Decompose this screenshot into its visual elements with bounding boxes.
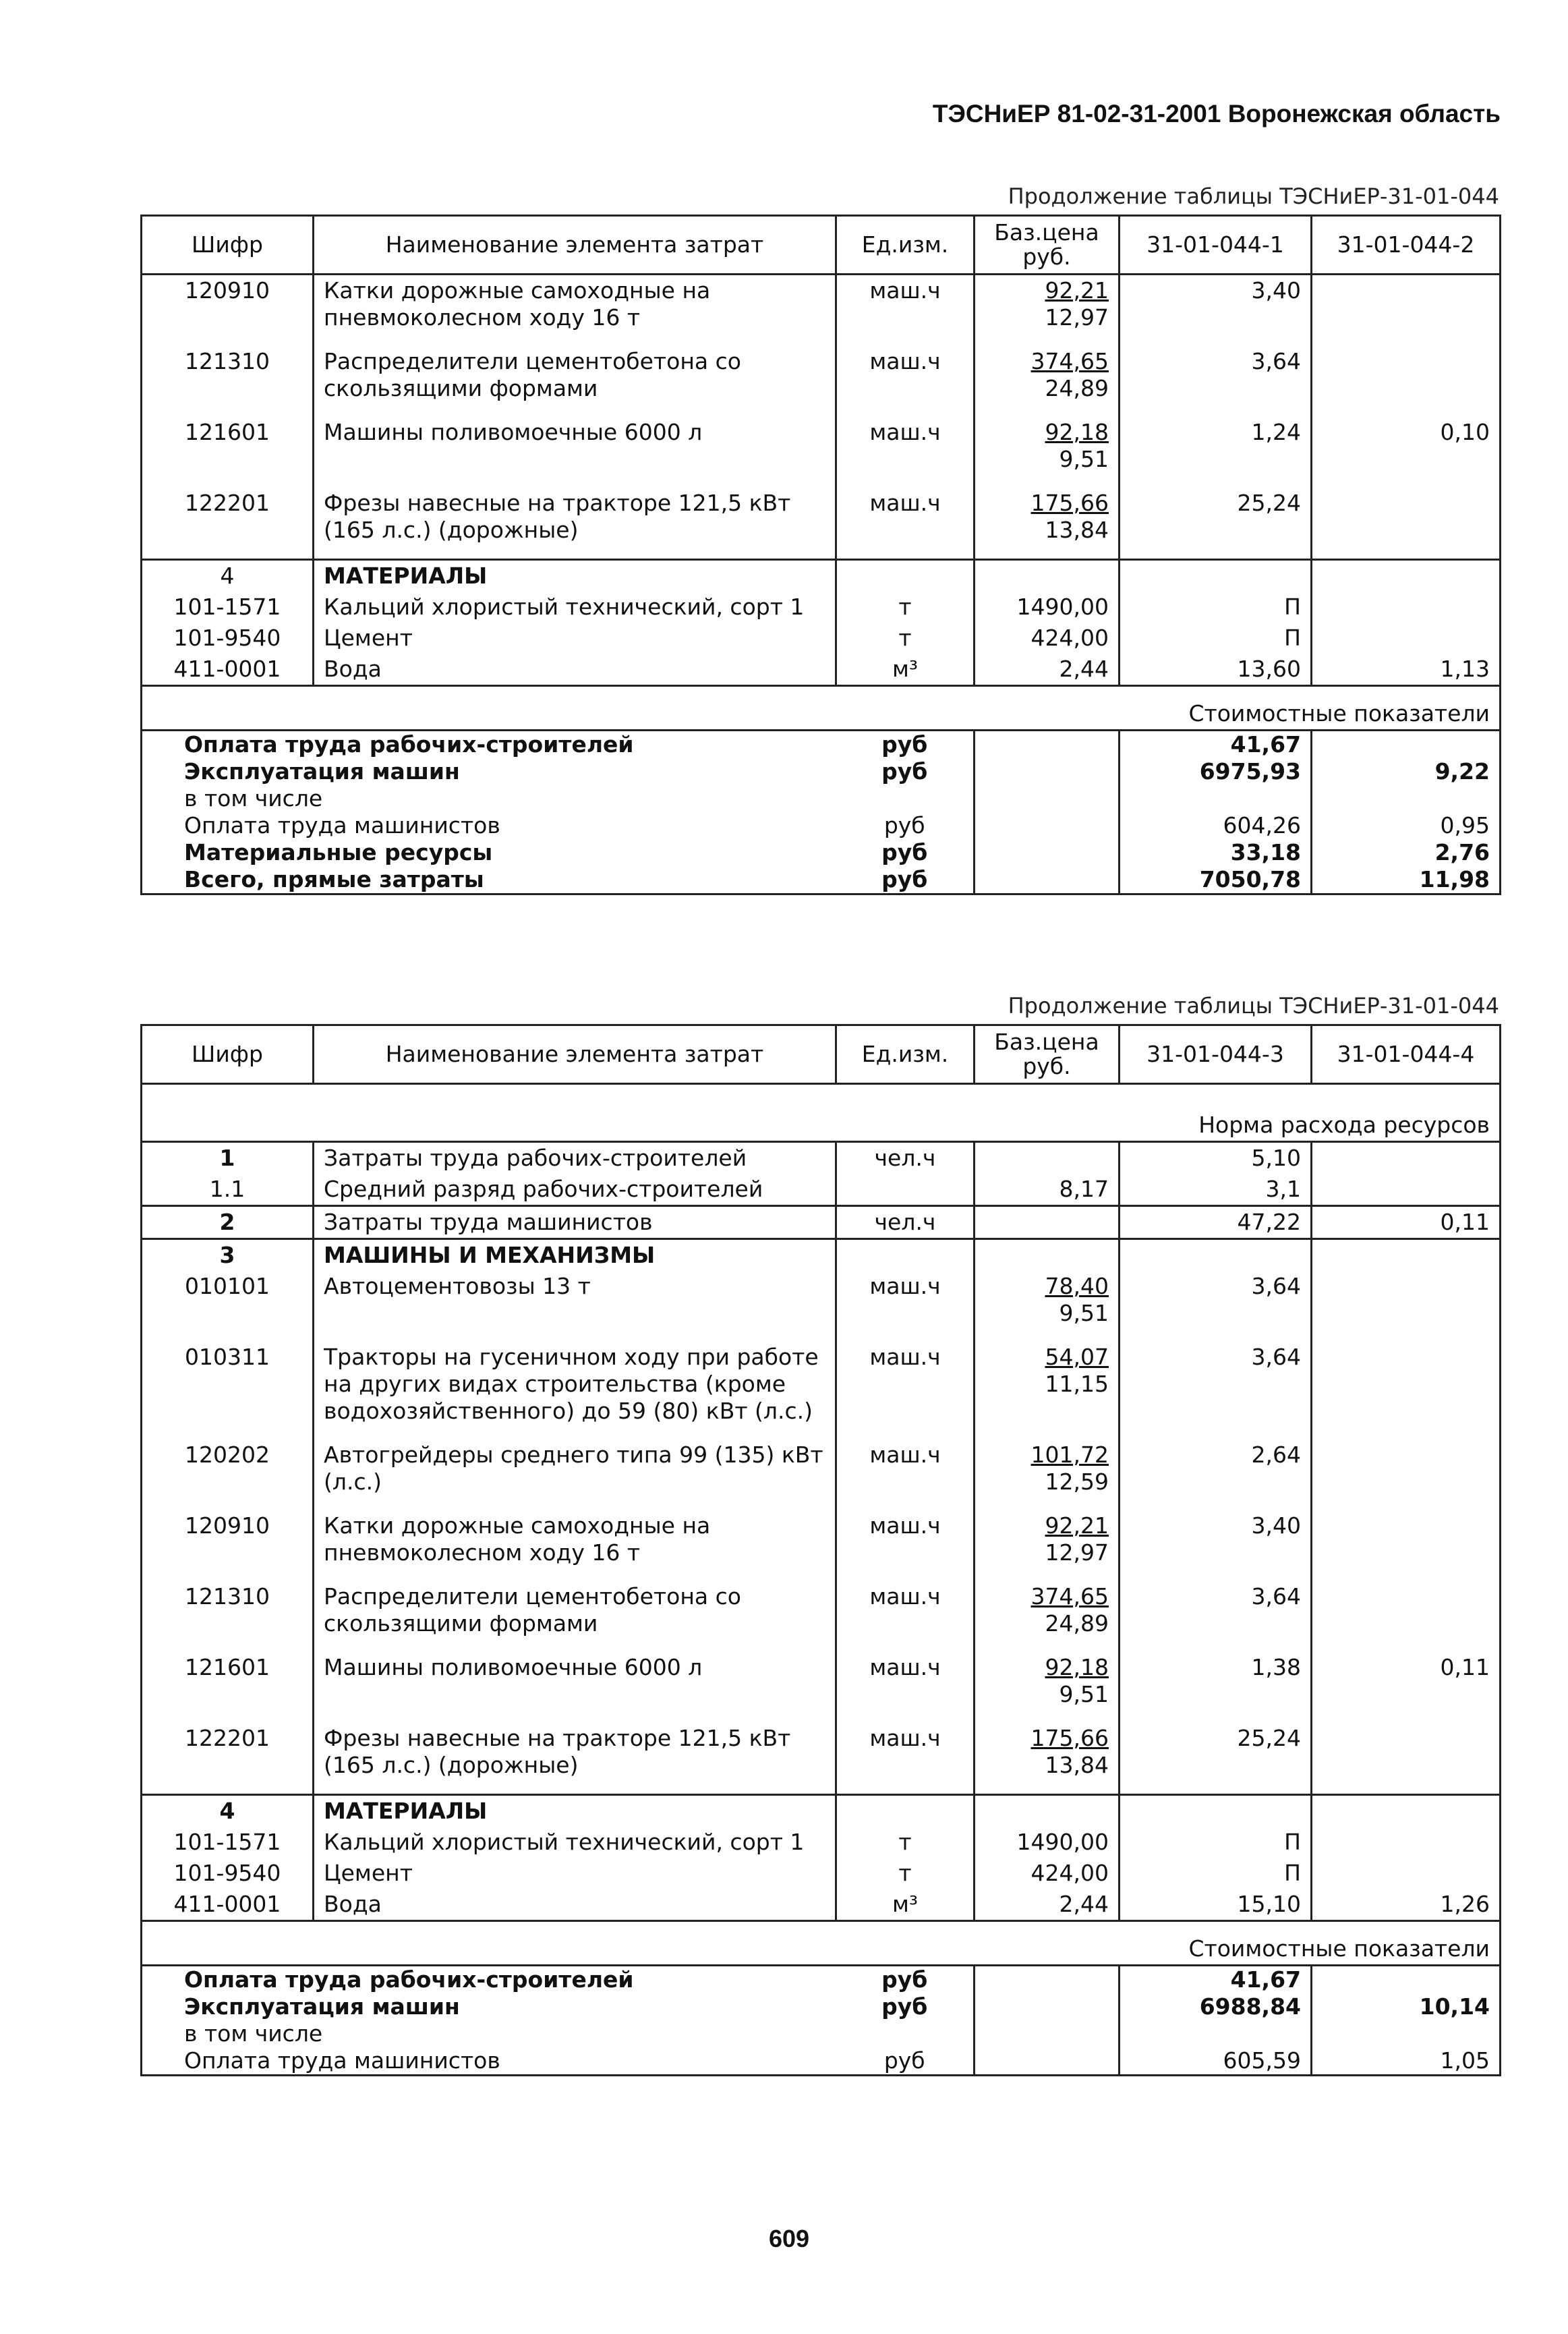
total-value-2: 0,95 [1312, 812, 1501, 839]
row-price-cell [975, 346, 1120, 417]
row-price-wage: 9,51 [1059, 446, 1109, 472]
table-row [142, 623, 1501, 654]
table-row [142, 1510, 1501, 1581]
row-price: 54,07 [1045, 1344, 1109, 1370]
row-code: 101-9540 [142, 1858, 314, 1889]
row-name: Кальций хлористый технический, сорт 1 [314, 1827, 836, 1858]
row-price: 92,21 [1045, 277, 1109, 304]
row-price-cell [975, 1652, 1120, 1723]
row-price-cell [975, 1858, 1120, 1889]
row-price-cell [975, 1723, 1120, 1795]
row-price-cell [975, 1271, 1120, 1342]
table-row [142, 1239, 1501, 1272]
table-row [142, 1889, 1501, 1921]
total-row [142, 1993, 1501, 2020]
row-unit: м³ [836, 654, 975, 686]
row-unit [836, 1239, 975, 1272]
row-price-cell [975, 592, 1120, 623]
total-unit [836, 2020, 975, 2047]
cost-title: Стоимостные показатели [142, 686, 1501, 731]
total-price [975, 2047, 1120, 2076]
row-value-1: 47,22 [1120, 1206, 1312, 1239]
row-code: 121601 [142, 417, 314, 488]
row-code: 101-1571 [142, 592, 314, 623]
total-row [142, 839, 1501, 866]
total-value-1: 41,67 [1120, 731, 1312, 759]
row-value-2 [1312, 1723, 1501, 1795]
row-name: Катки дорожные самоходные на пневмоколесном ходу 16 т [314, 275, 836, 347]
row-unit: чел.ч [836, 1142, 975, 1174]
row-value-2 [1312, 1271, 1501, 1342]
table-1 [140, 215, 1501, 895]
row-price-cell [975, 1581, 1120, 1652]
total-value-1: 7050,78 [1120, 866, 1312, 894]
norm-title: Норма расхода ресурсов [142, 1084, 1501, 1142]
row-value-2 [1312, 1858, 1501, 1889]
row-unit: маш.ч [836, 1271, 975, 1342]
row-price-wage: 24,89 [1045, 375, 1109, 401]
total-unit: руб [836, 1966, 975, 1994]
total-label: Оплата труда рабочих-строителей [142, 1966, 836, 1994]
row-price-cell [975, 1510, 1120, 1581]
row-value-1: 3,40 [1120, 1510, 1312, 1581]
row-price-stack [1045, 1512, 1109, 1566]
total-price [975, 785, 1120, 812]
row-unit: маш.ч [836, 488, 975, 560]
table-row [142, 1342, 1501, 1440]
row-name: Машины поливомоечные 6000 л [314, 1652, 836, 1723]
table-row [142, 1723, 1501, 1795]
row-value-2: 1,13 [1312, 654, 1501, 686]
row-value-2 [1312, 1174, 1501, 1206]
cost-title: Стоимостные показатели [142, 1921, 1501, 1966]
row-price: 92,18 [1045, 419, 1109, 445]
row-price: 78,40 [1045, 1273, 1109, 1299]
row-price-wage: 9,51 [1059, 1300, 1109, 1326]
row-value-2 [1312, 623, 1501, 654]
row-price-stack [1045, 1273, 1109, 1327]
column-header: Баз.цена руб. [975, 216, 1120, 275]
row-value-1: 25,24 [1120, 1723, 1312, 1795]
total-label: Оплата труда машинистов [142, 812, 836, 839]
total-label: в том числе [142, 2020, 836, 2047]
row-code: 122201 [142, 1723, 314, 1795]
row-price-cell [975, 1239, 1120, 1272]
row-unit: маш.ч [836, 1723, 975, 1795]
row-price-wage: 13,84 [1045, 1752, 1109, 1778]
header-row [142, 216, 1501, 275]
row-value-2 [1312, 1795, 1501, 1827]
row-unit: т [836, 1827, 975, 1858]
row-value-1: 15,10 [1120, 1889, 1312, 1921]
column-header: Ед.изм. [836, 1025, 975, 1084]
total-value-1: 6988,84 [1120, 1993, 1312, 2020]
row-value-1: 2,64 [1120, 1440, 1312, 1510]
row-name: Средний разряд рабочих-строителей [314, 1174, 836, 1206]
row-unit: маш.ч [836, 275, 975, 347]
row-value-1: 3,64 [1120, 1342, 1312, 1440]
cost-title-row [142, 1921, 1501, 1966]
row-unit: маш.ч [836, 1510, 975, 1581]
row-code: 101-9540 [142, 623, 314, 654]
total-unit: руб [836, 2047, 975, 2076]
row-price: 175,66 [1030, 490, 1109, 516]
total-price [975, 839, 1120, 866]
row-value-1: П [1120, 1858, 1312, 1889]
row-code: 1 [142, 1142, 314, 1174]
column-header: Наименование элемента затрат [314, 216, 836, 275]
row-value-2 [1312, 346, 1501, 417]
total-label: в том числе [142, 785, 836, 812]
row-unit [836, 560, 975, 592]
total-row [142, 2020, 1501, 2047]
total-price [975, 1966, 1120, 1994]
table-2-caption: Продолжение таблицы ТЭСНиЕР-31-01-044 [1008, 993, 1499, 1019]
total-label: Эксплуатация машин [142, 1993, 836, 2020]
row-name: МАТЕРИАЛЫ [314, 1795, 836, 1827]
table-2 [140, 1024, 1501, 2076]
total-unit [836, 785, 975, 812]
row-value-2 [1312, 560, 1501, 592]
row-unit: маш.ч [836, 1440, 975, 1510]
row-value-1: 1,38 [1120, 1652, 1312, 1723]
row-value-2: 1,26 [1312, 1889, 1501, 1921]
row-code: 4 [142, 1795, 314, 1827]
row-value-1: 13,60 [1120, 654, 1312, 686]
row-unit [836, 1174, 975, 1206]
row-price: 2,44 [1059, 1891, 1109, 1917]
total-row [142, 1966, 1501, 1994]
table-row [142, 1271, 1501, 1342]
row-value-2 [1312, 1440, 1501, 1510]
table-row [142, 592, 1501, 623]
row-price: 374,65 [1030, 348, 1109, 374]
row-code: 121310 [142, 346, 314, 417]
total-value-1: 604,26 [1120, 812, 1312, 839]
page-header: ТЭСНиЕР 81-02-31-2001 Воронежская область [932, 100, 1501, 127]
row-unit: маш.ч [836, 1652, 975, 1723]
row-price-cell [975, 417, 1120, 488]
total-price [975, 866, 1120, 894]
row-price-cell [975, 1889, 1120, 1921]
total-label: Всего, прямые затраты [142, 866, 836, 894]
row-name: Автогрейдеры среднего типа 99 (135) кВт (л.с.) [314, 1440, 836, 1510]
row-price-cell [975, 1206, 1120, 1239]
row-value-2 [1312, 1342, 1501, 1440]
total-value-2: 9,22 [1312, 758, 1501, 785]
row-price-cell [975, 275, 1120, 347]
total-value-1: 6975,93 [1120, 758, 1312, 785]
row-unit: т [836, 1858, 975, 1889]
total-value-1 [1120, 2020, 1312, 2047]
row-value-2 [1312, 1239, 1501, 1272]
header-row [142, 1025, 1501, 1084]
total-value-1: 605,59 [1120, 2047, 1312, 2076]
row-price-cell [975, 1142, 1120, 1174]
row-price: 1490,00 [1016, 594, 1109, 620]
row-value-1: П [1120, 623, 1312, 654]
row-name: Тракторы на гусеничном ходу при работе на других видах строительства (кроме водохозяйственного) до 59 (80) кВт (л.с.) [314, 1342, 836, 1440]
row-price-wage: 11,15 [1045, 1371, 1109, 1397]
row-price: 1490,00 [1016, 1829, 1109, 1855]
row-code: 411-0001 [142, 654, 314, 686]
total-value-2 [1312, 731, 1501, 759]
row-code: 010311 [142, 1342, 314, 1440]
total-value-1: 33,18 [1120, 839, 1312, 866]
table-row [142, 1581, 1501, 1652]
row-unit: м³ [836, 1889, 975, 1921]
total-unit: руб [836, 758, 975, 785]
row-value-2 [1312, 1510, 1501, 1581]
row-code: 120910 [142, 275, 314, 347]
row-code: 4 [142, 560, 314, 592]
total-value-2: 2,76 [1312, 839, 1501, 866]
total-row [142, 812, 1501, 839]
column-header: 31-01-044-4 [1312, 1025, 1501, 1084]
row-value-2: 0,11 [1312, 1652, 1501, 1723]
row-name: Машины поливомоечные 6000 л [314, 417, 836, 488]
column-header: 31-01-044-1 [1120, 216, 1312, 275]
row-value-1: П [1120, 1827, 1312, 1858]
row-value-1: 3,64 [1120, 1581, 1312, 1652]
total-unit: руб [836, 1993, 975, 2020]
row-value-1: 3,1 [1120, 1174, 1312, 1206]
row-price-wage: 12,97 [1045, 304, 1109, 331]
row-price: 92,18 [1045, 1654, 1109, 1680]
row-value-1: П [1120, 592, 1312, 623]
row-unit: маш.ч [836, 1342, 975, 1440]
row-price-cell [975, 488, 1120, 560]
row-price-stack [1031, 1442, 1109, 1496]
row-name: Фрезы навесные на тракторе 121,5 кВт (165 л.с.) (дорожные) [314, 1723, 836, 1795]
total-unit: руб [836, 812, 975, 839]
table-row [142, 560, 1501, 592]
row-price-stack [1045, 419, 1109, 473]
row-value-1: 3,64 [1120, 1271, 1312, 1342]
total-value-2: 10,14 [1312, 1993, 1501, 2020]
row-price-cell [975, 560, 1120, 592]
row-price-cell [975, 1174, 1120, 1206]
norm-title-row [142, 1084, 1501, 1142]
row-price: 424,00 [1030, 625, 1109, 651]
row-price-stack [1031, 490, 1109, 544]
total-label: Материальные ресурсы [142, 839, 836, 866]
row-price: 2,44 [1059, 656, 1109, 682]
column-header: Шифр [142, 1025, 314, 1084]
row-price-wage: 13,84 [1045, 517, 1109, 543]
total-row [142, 785, 1501, 812]
row-price-wage: 24,89 [1045, 1610, 1109, 1636]
table-row [142, 275, 1501, 347]
row-price-cell [975, 1795, 1120, 1827]
table-row [142, 1440, 1501, 1510]
row-value-2 [1312, 1581, 1501, 1652]
row-name: Распределители цементобетона со скользящими формами [314, 1581, 836, 1652]
total-value-2 [1312, 785, 1501, 812]
row-unit: маш.ч [836, 1581, 975, 1652]
total-unit: руб [836, 866, 975, 894]
table-row [142, 346, 1501, 417]
row-code: 121601 [142, 1652, 314, 1723]
row-price-stack [1031, 1725, 1109, 1779]
column-header: 31-01-044-3 [1120, 1025, 1312, 1084]
row-value-1 [1120, 1239, 1312, 1272]
row-name: Цемент [314, 623, 836, 654]
table-row [142, 1142, 1501, 1174]
row-price-stack [1045, 277, 1109, 331]
total-label: Оплата труда машинистов [142, 2047, 836, 2076]
row-name: Распределители цементобетона со скользящими формами [314, 346, 836, 417]
table-row [142, 1174, 1501, 1206]
table-row [142, 1206, 1501, 1239]
row-value-2 [1312, 488, 1501, 560]
row-name: Вода [314, 654, 836, 686]
row-value-1 [1120, 1795, 1312, 1827]
table-row [142, 654, 1501, 686]
total-row [142, 758, 1501, 785]
row-unit [836, 1795, 975, 1827]
total-row [142, 731, 1501, 759]
page-number: 609 [768, 2225, 810, 2252]
row-code: 120910 [142, 1510, 314, 1581]
row-value-2 [1312, 1827, 1501, 1858]
row-value-2 [1312, 1142, 1501, 1174]
row-code: 2 [142, 1206, 314, 1239]
table-row [142, 1652, 1501, 1723]
total-row [142, 866, 1501, 894]
row-value-2 [1312, 592, 1501, 623]
row-name: Катки дорожные самоходные на пневмоколесном ходу 16 т [314, 1510, 836, 1581]
row-price-cell [975, 623, 1120, 654]
row-code: 121310 [142, 1581, 314, 1652]
row-unit: маш.ч [836, 346, 975, 417]
row-value-1: 3,40 [1120, 275, 1312, 347]
row-price: 8,17 [1059, 1176, 1109, 1202]
row-unit: маш.ч [836, 417, 975, 488]
total-value-2 [1312, 1966, 1501, 1994]
row-price: 175,66 [1030, 1725, 1109, 1751]
row-unit: т [836, 623, 975, 654]
table-row [142, 1858, 1501, 1889]
column-header: Наименование элемента затрат [314, 1025, 836, 1084]
row-code: 3 [142, 1239, 314, 1272]
column-header: Баз.цена руб. [975, 1025, 1120, 1084]
total-value-2: 11,98 [1312, 866, 1501, 894]
row-price: 92,21 [1045, 1512, 1109, 1539]
row-price-stack [1031, 1583, 1109, 1637]
total-value-2 [1312, 2020, 1501, 2047]
row-value-1: 5,10 [1120, 1142, 1312, 1174]
row-value-2: 0,10 [1312, 417, 1501, 488]
row-unit: чел.ч [836, 1206, 975, 1239]
table-row [142, 417, 1501, 488]
table-row [142, 1827, 1501, 1858]
row-name: Затраты труда рабочих-строителей [314, 1142, 836, 1174]
total-price [975, 758, 1120, 785]
row-value-1: 1,24 [1120, 417, 1312, 488]
row-price-cell [975, 654, 1120, 686]
total-label: Эксплуатация машин [142, 758, 836, 785]
row-name: Вода [314, 1889, 836, 1921]
row-name: Автоцементовозы 13 т [314, 1271, 836, 1342]
row-price-wage: 12,97 [1045, 1539, 1109, 1566]
row-code: 122201 [142, 488, 314, 560]
row-value-1 [1120, 560, 1312, 592]
row-name: Кальций хлористый технический, сорт 1 [314, 592, 836, 623]
row-price-wage: 9,51 [1059, 1681, 1109, 1707]
row-price-stack [1045, 1654, 1109, 1708]
table-row [142, 488, 1501, 560]
total-label: Оплата труда рабочих-строителей [142, 731, 836, 759]
table-row [142, 1795, 1501, 1827]
row-value-2 [1312, 275, 1501, 347]
total-unit: руб [836, 731, 975, 759]
row-name: Цемент [314, 1858, 836, 1889]
table-1-caption: Продолжение таблицы ТЭСНиЕР-31-01-044 [1008, 183, 1499, 209]
row-name: Затраты труда машинистов [314, 1206, 836, 1239]
row-code: 120202 [142, 1440, 314, 1510]
total-value-2: 1,05 [1312, 2047, 1501, 2076]
row-value-1: 25,24 [1120, 488, 1312, 560]
total-price [975, 2020, 1120, 2047]
row-price-stack [1031, 348, 1109, 402]
row-code: 010101 [142, 1271, 314, 1342]
total-value-1 [1120, 785, 1312, 812]
total-price [975, 812, 1120, 839]
total-unit: руб [836, 839, 975, 866]
row-name: Фрезы навесные на тракторе 121,5 кВт (165 л.с.) (дорожные) [314, 488, 836, 560]
column-header: Шифр [142, 216, 314, 275]
cost-title-row [142, 686, 1501, 731]
row-price-wage: 12,59 [1045, 1469, 1109, 1495]
row-unit: т [836, 592, 975, 623]
row-code: 101-1571 [142, 1827, 314, 1858]
row-value-2: 0,11 [1312, 1206, 1501, 1239]
row-code: 1.1 [142, 1174, 314, 1206]
total-row [142, 2047, 1501, 2076]
row-price-cell [975, 1827, 1120, 1858]
row-price: 424,00 [1030, 1860, 1109, 1886]
row-value-1: 3,64 [1120, 346, 1312, 417]
total-value-1: 41,67 [1120, 1966, 1312, 1994]
total-price [975, 1993, 1120, 2020]
row-price: 101,72 [1030, 1442, 1109, 1468]
row-name: МАТЕРИАЛЫ [314, 560, 836, 592]
column-header: 31-01-044-2 [1312, 216, 1501, 275]
row-price-cell [975, 1342, 1120, 1440]
row-price: 374,65 [1030, 1583, 1109, 1610]
column-header: Ед.изм. [836, 216, 975, 275]
row-price-cell [975, 1440, 1120, 1510]
row-name: МАШИНЫ И МЕХАНИЗМЫ [314, 1239, 836, 1272]
row-price-stack [1045, 1344, 1109, 1398]
total-price [975, 731, 1120, 759]
row-code: 411-0001 [142, 1889, 314, 1921]
